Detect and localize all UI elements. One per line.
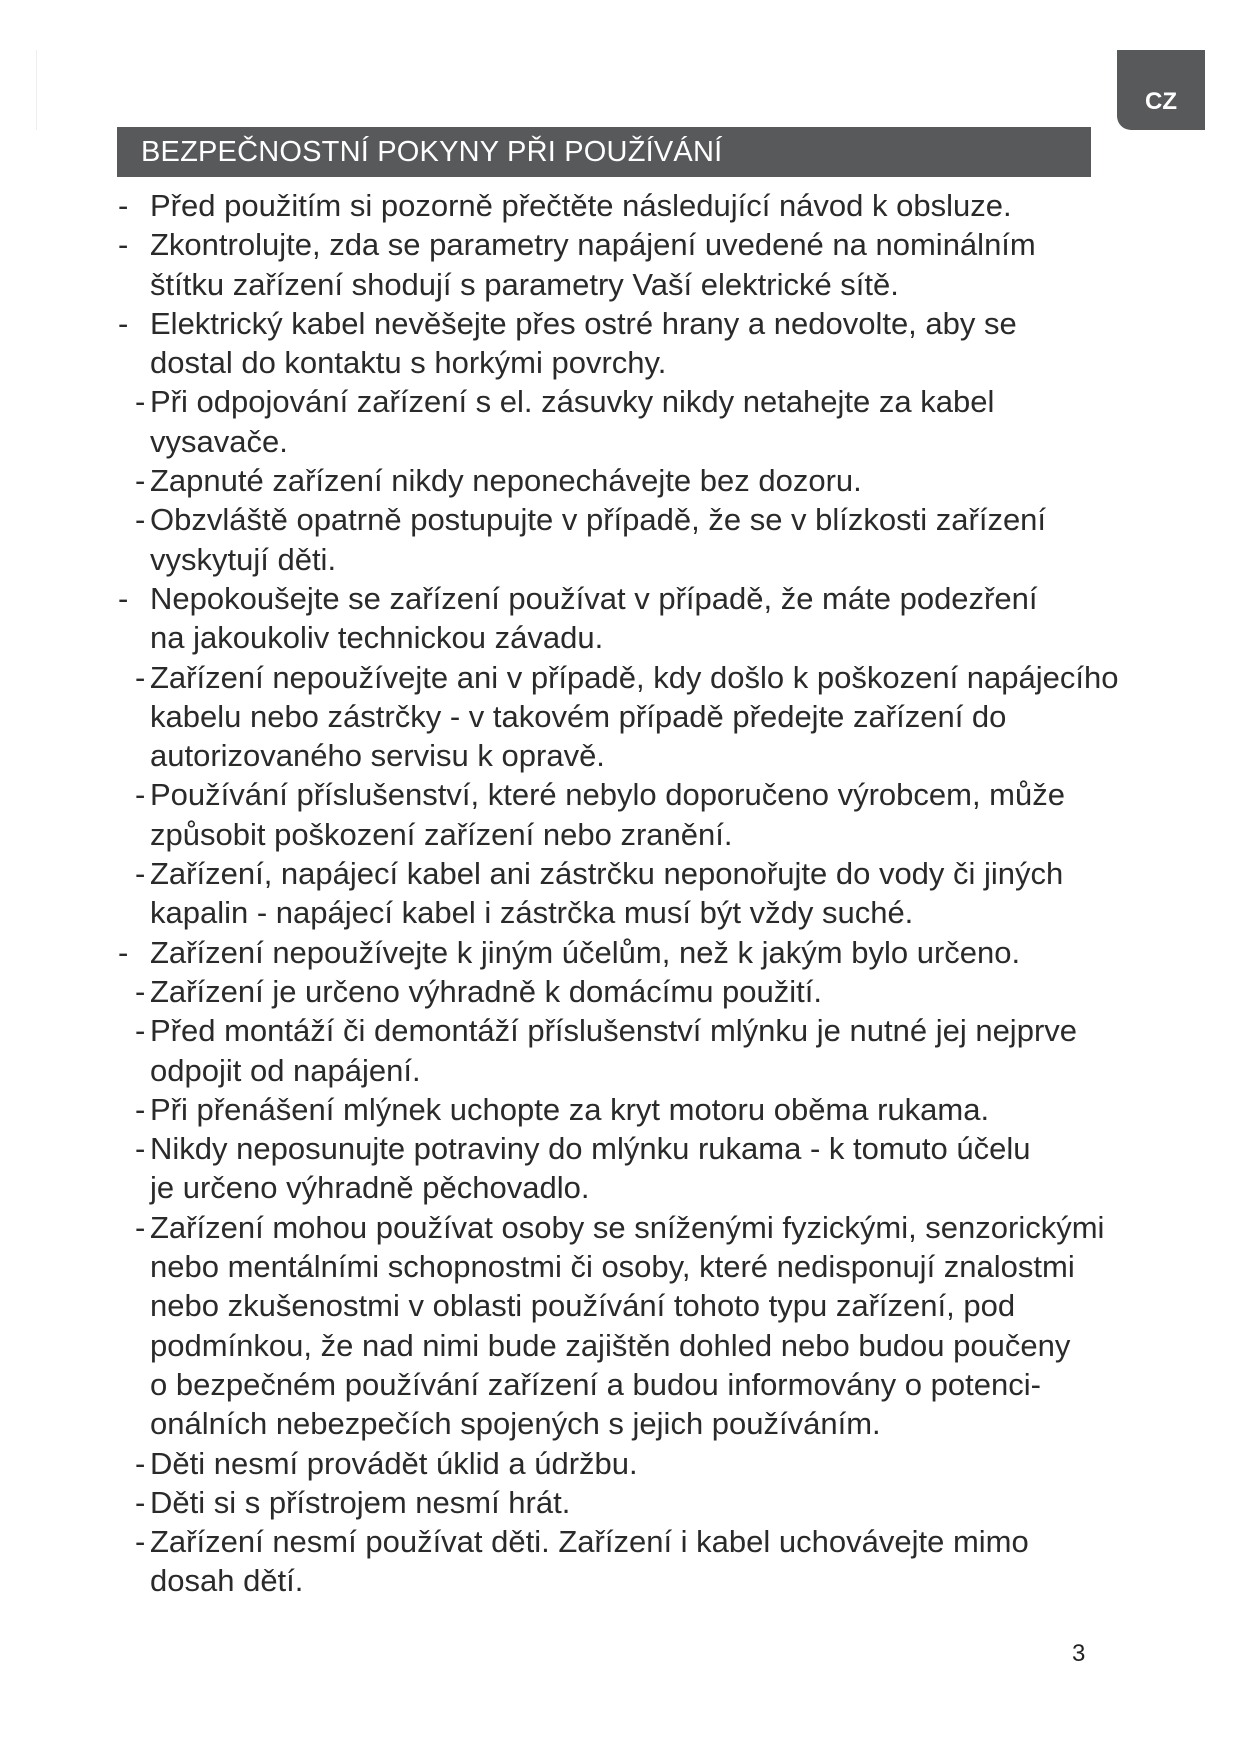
bullet-dash: - xyxy=(135,973,146,1009)
instruction-line: na jakoukoliv technickou závadu. xyxy=(150,620,604,656)
instruction-line: Zapnuté zařízení nikdy neponechávejte bez dozoru. xyxy=(150,463,862,499)
instruction-line: je určeno výhradně pěchovadlo. xyxy=(150,1170,590,1206)
bullet-dash: - xyxy=(118,934,129,970)
instruction-line: Zařízení mohou používat osoby se sníženými fyzickými, senzorickými xyxy=(150,1209,1105,1245)
bullet-dash: - xyxy=(118,305,129,341)
instruction-line: onálních nebezpečích spojených s jejich používáním. xyxy=(150,1406,881,1442)
instruction-item xyxy=(0,1129,1241,1208)
bullet-dash: - xyxy=(135,1524,146,1560)
instruction-line: Děti nesmí provádět úklid a údržbu. xyxy=(150,1445,638,1481)
bullet-dash: - xyxy=(135,384,146,420)
instruction-line: Obzvláště opatrně postupujte v případě, že se v blízkosti zařízení xyxy=(150,502,1047,538)
instruction-line: autorizovaného servisu k opravě. xyxy=(150,738,605,774)
instruction-line: dosah dětí. xyxy=(150,1563,304,1599)
bullet-dash: - xyxy=(135,1209,146,1245)
instruction-line: způsobit poškození zařízení nebo zranění. xyxy=(150,816,733,852)
instruction-item xyxy=(0,1090,1241,1129)
safety-instructions-list xyxy=(0,186,1241,1601)
instruction-item xyxy=(0,382,1241,461)
instruction-line: Zkontrolujte, zda se parametry napájení uvedené na nominálním xyxy=(150,227,1036,263)
instruction-line: Před montáží či demontáží příslušenství mlýnku je nutné jej nejprve xyxy=(150,1013,1078,1049)
instruction-line: Při odpojování zařízení s el. zásuvky nikdy netahejte za kabel xyxy=(150,384,995,420)
instruction-line: Nepokoušejte se zařízení používat v případě, že máte podezření xyxy=(150,580,1038,616)
instruction-line: Děti si s přístrojem nesmí hrát. xyxy=(150,1484,571,1520)
instruction-item xyxy=(0,658,1241,776)
instruction-item xyxy=(0,1208,1241,1444)
bullet-dash: - xyxy=(135,1091,146,1127)
instruction-line: dostal do kontaktu s horkými povrchy. xyxy=(150,345,667,381)
instruction-line: Zařízení nepoužívejte ani v případě, kdy došlo k poškození napájecího xyxy=(150,659,1119,695)
bullet-dash: - xyxy=(135,1013,146,1049)
bullet-dash: - xyxy=(135,502,146,538)
instruction-item xyxy=(0,972,1241,1011)
instruction-item xyxy=(0,1522,1241,1601)
instruction-line: štítku zařízení shodují s parametry Vaší elektrické sítě. xyxy=(150,266,899,302)
instruction-line: Zařízení nepoužívejte k jiným účelům, než k jakým bylo určeno. xyxy=(150,934,1021,970)
instruction-item xyxy=(0,461,1241,500)
instruction-line: nebo mentálními schopnostmi či osoby, které nedisponují znalostmi xyxy=(150,1249,1075,1285)
bullet-dash: - xyxy=(135,463,146,499)
instruction-item xyxy=(0,1011,1241,1090)
instruction-item xyxy=(0,186,1241,225)
instruction-line: Před použitím si pozorně přečtěte následující návod k obsluze. xyxy=(150,188,1012,223)
instruction-line: Nikdy neposunujte potraviny do mlýnku rukama - k tomuto účelu xyxy=(150,1131,1031,1167)
bullet-dash: - xyxy=(135,856,146,892)
instruction-line: vysavače. xyxy=(150,423,288,459)
instruction-item xyxy=(0,500,1241,579)
bullet-dash: - xyxy=(118,188,129,223)
instruction-line: odpojit od napájení. xyxy=(150,1052,421,1088)
instruction-line: Elektrický kabel nevěšejte přes ostré hrany a nedovolte, aby se xyxy=(150,305,1017,341)
instruction-item xyxy=(0,854,1241,933)
bullet-dash: - xyxy=(118,227,129,263)
instruction-item xyxy=(0,933,1241,972)
instruction-item xyxy=(0,775,1241,854)
instruction-line: Zařízení je určeno výhradně k domácímu použití. xyxy=(150,973,822,1009)
instruction-line: kabelu nebo zástrčky - v takovém případě předejte zařízení do xyxy=(150,698,1007,734)
instruction-line: Zařízení nesmí používat děti. Zařízení i kabel uchovávejte mimo xyxy=(150,1524,1029,1560)
instruction-line: vyskytují děti. xyxy=(150,541,337,577)
instruction-line: Při přenášení mlýnek uchopte za kryt motoru oběma rukama. xyxy=(150,1091,990,1127)
instruction-line: podmínkou, že nad nimi bude zajištěn dohled nebo budou poučeny xyxy=(150,1327,1071,1363)
instruction-line: o bezpečném používání zařízení a budou informovány o potenci- xyxy=(150,1366,1041,1402)
instruction-item xyxy=(0,304,1241,383)
bullet-dash: - xyxy=(135,777,146,813)
instruction-line: Zařízení, napájecí kabel ani zástrčku neponořujte do vody či jiných xyxy=(150,856,1064,892)
language-tab: CZ xyxy=(1117,50,1205,130)
bullet-dash: - xyxy=(135,659,146,695)
bullet-dash: - xyxy=(118,580,129,616)
margin-rule xyxy=(36,50,37,130)
instruction-item xyxy=(0,1444,1241,1483)
bullet-dash: - xyxy=(135,1484,146,1520)
bullet-dash: - xyxy=(135,1131,146,1167)
instruction-item xyxy=(0,1483,1241,1522)
instruction-line: Používání příslušenství, které nebylo doporučeno výrobcem, může xyxy=(150,777,1065,813)
section-title: BEZPEČNOSTNÍ POKYNY PŘI POUŽÍVÁNÍ xyxy=(117,127,1091,177)
page-number: 3 xyxy=(1072,1640,1086,1667)
instruction-item xyxy=(0,225,1241,304)
instruction-item xyxy=(0,579,1241,658)
instruction-line: nebo zkušenostmi v oblasti používání tohoto typu zařízení, pod xyxy=(150,1288,1016,1324)
instruction-line: kapalin - napájecí kabel i zástrčka musí být vždy suché. xyxy=(150,895,914,931)
bullet-dash: - xyxy=(135,1445,146,1481)
